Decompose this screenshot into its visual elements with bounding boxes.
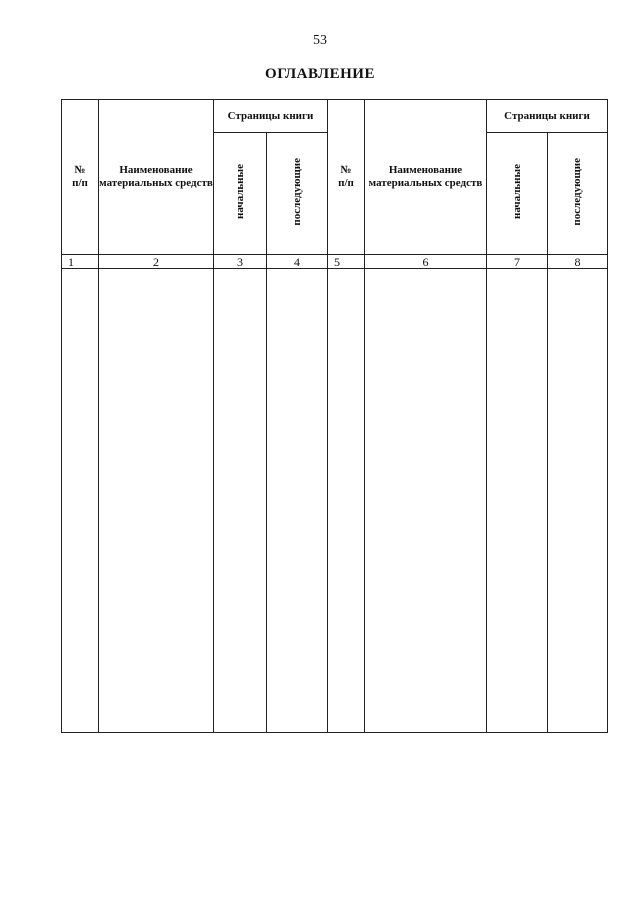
body-cell-8 — [548, 269, 608, 733]
start-label-left: начальные — [233, 164, 246, 220]
col-num-header-right: № п/п — [328, 100, 365, 255]
toc-table — [61, 99, 608, 733]
next-label-left: последующие — [290, 157, 303, 226]
body-cell-7 — [487, 269, 548, 733]
col-number-7: 7 — [487, 255, 548, 269]
page-title: ОГЛАВЛЕНИЕ — [265, 66, 375, 82]
col-name-header-right: Наименование материальных средств — [365, 100, 487, 255]
col-pages-header-right: Страницы книги — [487, 100, 608, 133]
col-number-1: 1 — [62, 255, 99, 269]
page-number: 53 — [313, 33, 327, 48]
col-number-4: 4 — [267, 255, 328, 269]
col-start-header-left — [214, 133, 267, 255]
col-pages-header-left: Страницы книги — [214, 100, 328, 133]
col-name-header-left: Наименование материальных средств — [99, 100, 214, 255]
start-label-right: начальные — [510, 164, 523, 220]
body-cell-6 — [365, 269, 487, 733]
col-next-header-right — [548, 133, 608, 255]
next-label-right: последующие — [571, 157, 584, 226]
col-num-header-left: № п/п — [62, 100, 99, 255]
body-cell-2 — [99, 269, 214, 733]
col-number-6: 6 — [365, 255, 487, 269]
body-cell-5 — [328, 269, 365, 733]
col-number-8: 8 — [548, 255, 608, 269]
col-number-2: 2 — [99, 255, 214, 269]
col-next-header-left — [267, 133, 328, 255]
body-cell-3 — [214, 269, 267, 733]
col-start-header-right — [487, 133, 548, 255]
col-number-5: 5 — [328, 255, 365, 269]
body-cell-4 — [267, 269, 328, 733]
col-number-3: 3 — [214, 255, 267, 269]
body-cell-1 — [62, 269, 99, 733]
